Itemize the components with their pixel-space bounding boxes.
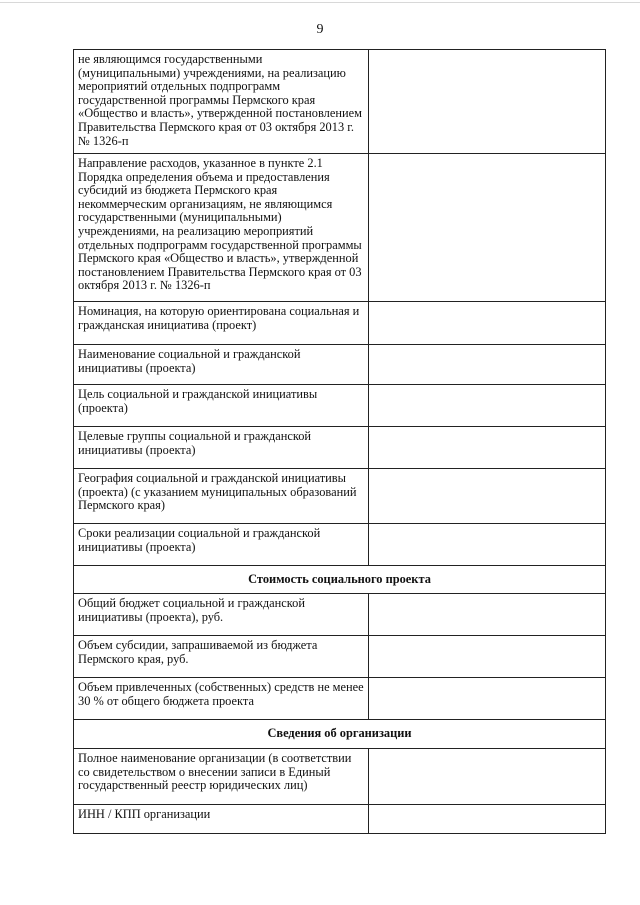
table-row xyxy=(74,594,606,636)
row-value-field[interactable] xyxy=(369,302,606,345)
table-row xyxy=(74,805,606,834)
row-label: Общий бюджет социальной и гражданской инициативы (проекта), руб. xyxy=(74,594,369,636)
table-row xyxy=(74,469,606,524)
table-row xyxy=(74,749,606,805)
row-value-field[interactable] xyxy=(369,678,606,720)
table-row xyxy=(74,345,606,385)
table-row xyxy=(74,427,606,469)
row-label: не являющимся государственными (муниципальными) учреждениями, на реализацию мероприятий отдельных подпрограмм государственной программы Пермского края «Общество и власть», утвержденной постановлением Правительства Пермского края от 03 октября 2013 г. № 1326-п xyxy=(74,50,369,154)
row-value-field[interactable] xyxy=(369,805,606,834)
cost-section-title: Стоимость социального проекта xyxy=(74,566,606,594)
table-row xyxy=(74,50,606,154)
row-label: ИНН / КПП организации xyxy=(74,805,369,834)
row-label: География социальной и гражданской инициативы (проекта) (с указанием муниципальных образований Пермского края) xyxy=(74,469,369,524)
application-form-table xyxy=(73,49,606,834)
row-label: Объем субсидии, запрашиваемой из бюджета Пермского края, руб. xyxy=(74,636,369,678)
table-row xyxy=(74,154,606,302)
row-value-field[interactable] xyxy=(369,427,606,469)
table-row xyxy=(74,636,606,678)
table-row xyxy=(74,385,606,427)
row-value-field[interactable] xyxy=(369,749,606,805)
row-value-field[interactable] xyxy=(369,345,606,385)
row-label: Направление расходов, указанное в пункте 2.1 Порядка определения объема и предоставления субсидий из бюджета Пермского края некоммерческим организациям, не являющимся государственными (муниципальными) учреждениями, на реализацию мероприятий отдельных подпрограмм государственной программы Пермского края «Общество и власть», утвержденной постановлением Правительства Пермского края от 03 октября 2013 г. № 1326-п xyxy=(74,154,369,302)
table-row xyxy=(74,524,606,566)
row-value-field[interactable] xyxy=(369,385,606,427)
table-row xyxy=(74,302,606,345)
row-label: Цель социальной и гражданской инициативы (проекта) xyxy=(74,385,369,427)
section-header-row xyxy=(74,720,606,749)
row-label: Наименование социальной и гражданской инициативы (проекта) xyxy=(74,345,369,385)
row-value-field[interactable] xyxy=(369,154,606,302)
row-label: Сроки реализации социальной и гражданской инициативы (проекта) xyxy=(74,524,369,566)
row-value-field[interactable] xyxy=(369,50,606,154)
table-row xyxy=(74,678,606,720)
row-label: Объем привлеченных (собственных) средств не менее 30 % от общего бюджета проекта xyxy=(74,678,369,720)
section-header-row xyxy=(74,566,606,594)
row-value-field[interactable] xyxy=(369,524,606,566)
row-label: Полное наименование организации (в соответствии со свидетельством о внесении записи в Единый государственный реестр юридических лиц) xyxy=(74,749,369,805)
org-section-title: Сведения об организации xyxy=(74,720,606,749)
row-label: Целевые группы социальной и гражданской инициативы (проекта) xyxy=(74,427,369,469)
row-value-field[interactable] xyxy=(369,594,606,636)
page-number: 9 xyxy=(316,22,324,37)
row-label: Номинация, на которую ориентирована социальная и гражданская инициатива (проект) xyxy=(74,302,369,345)
row-value-field[interactable] xyxy=(369,469,606,524)
top-rule xyxy=(0,2,640,3)
row-value-field[interactable] xyxy=(369,636,606,678)
